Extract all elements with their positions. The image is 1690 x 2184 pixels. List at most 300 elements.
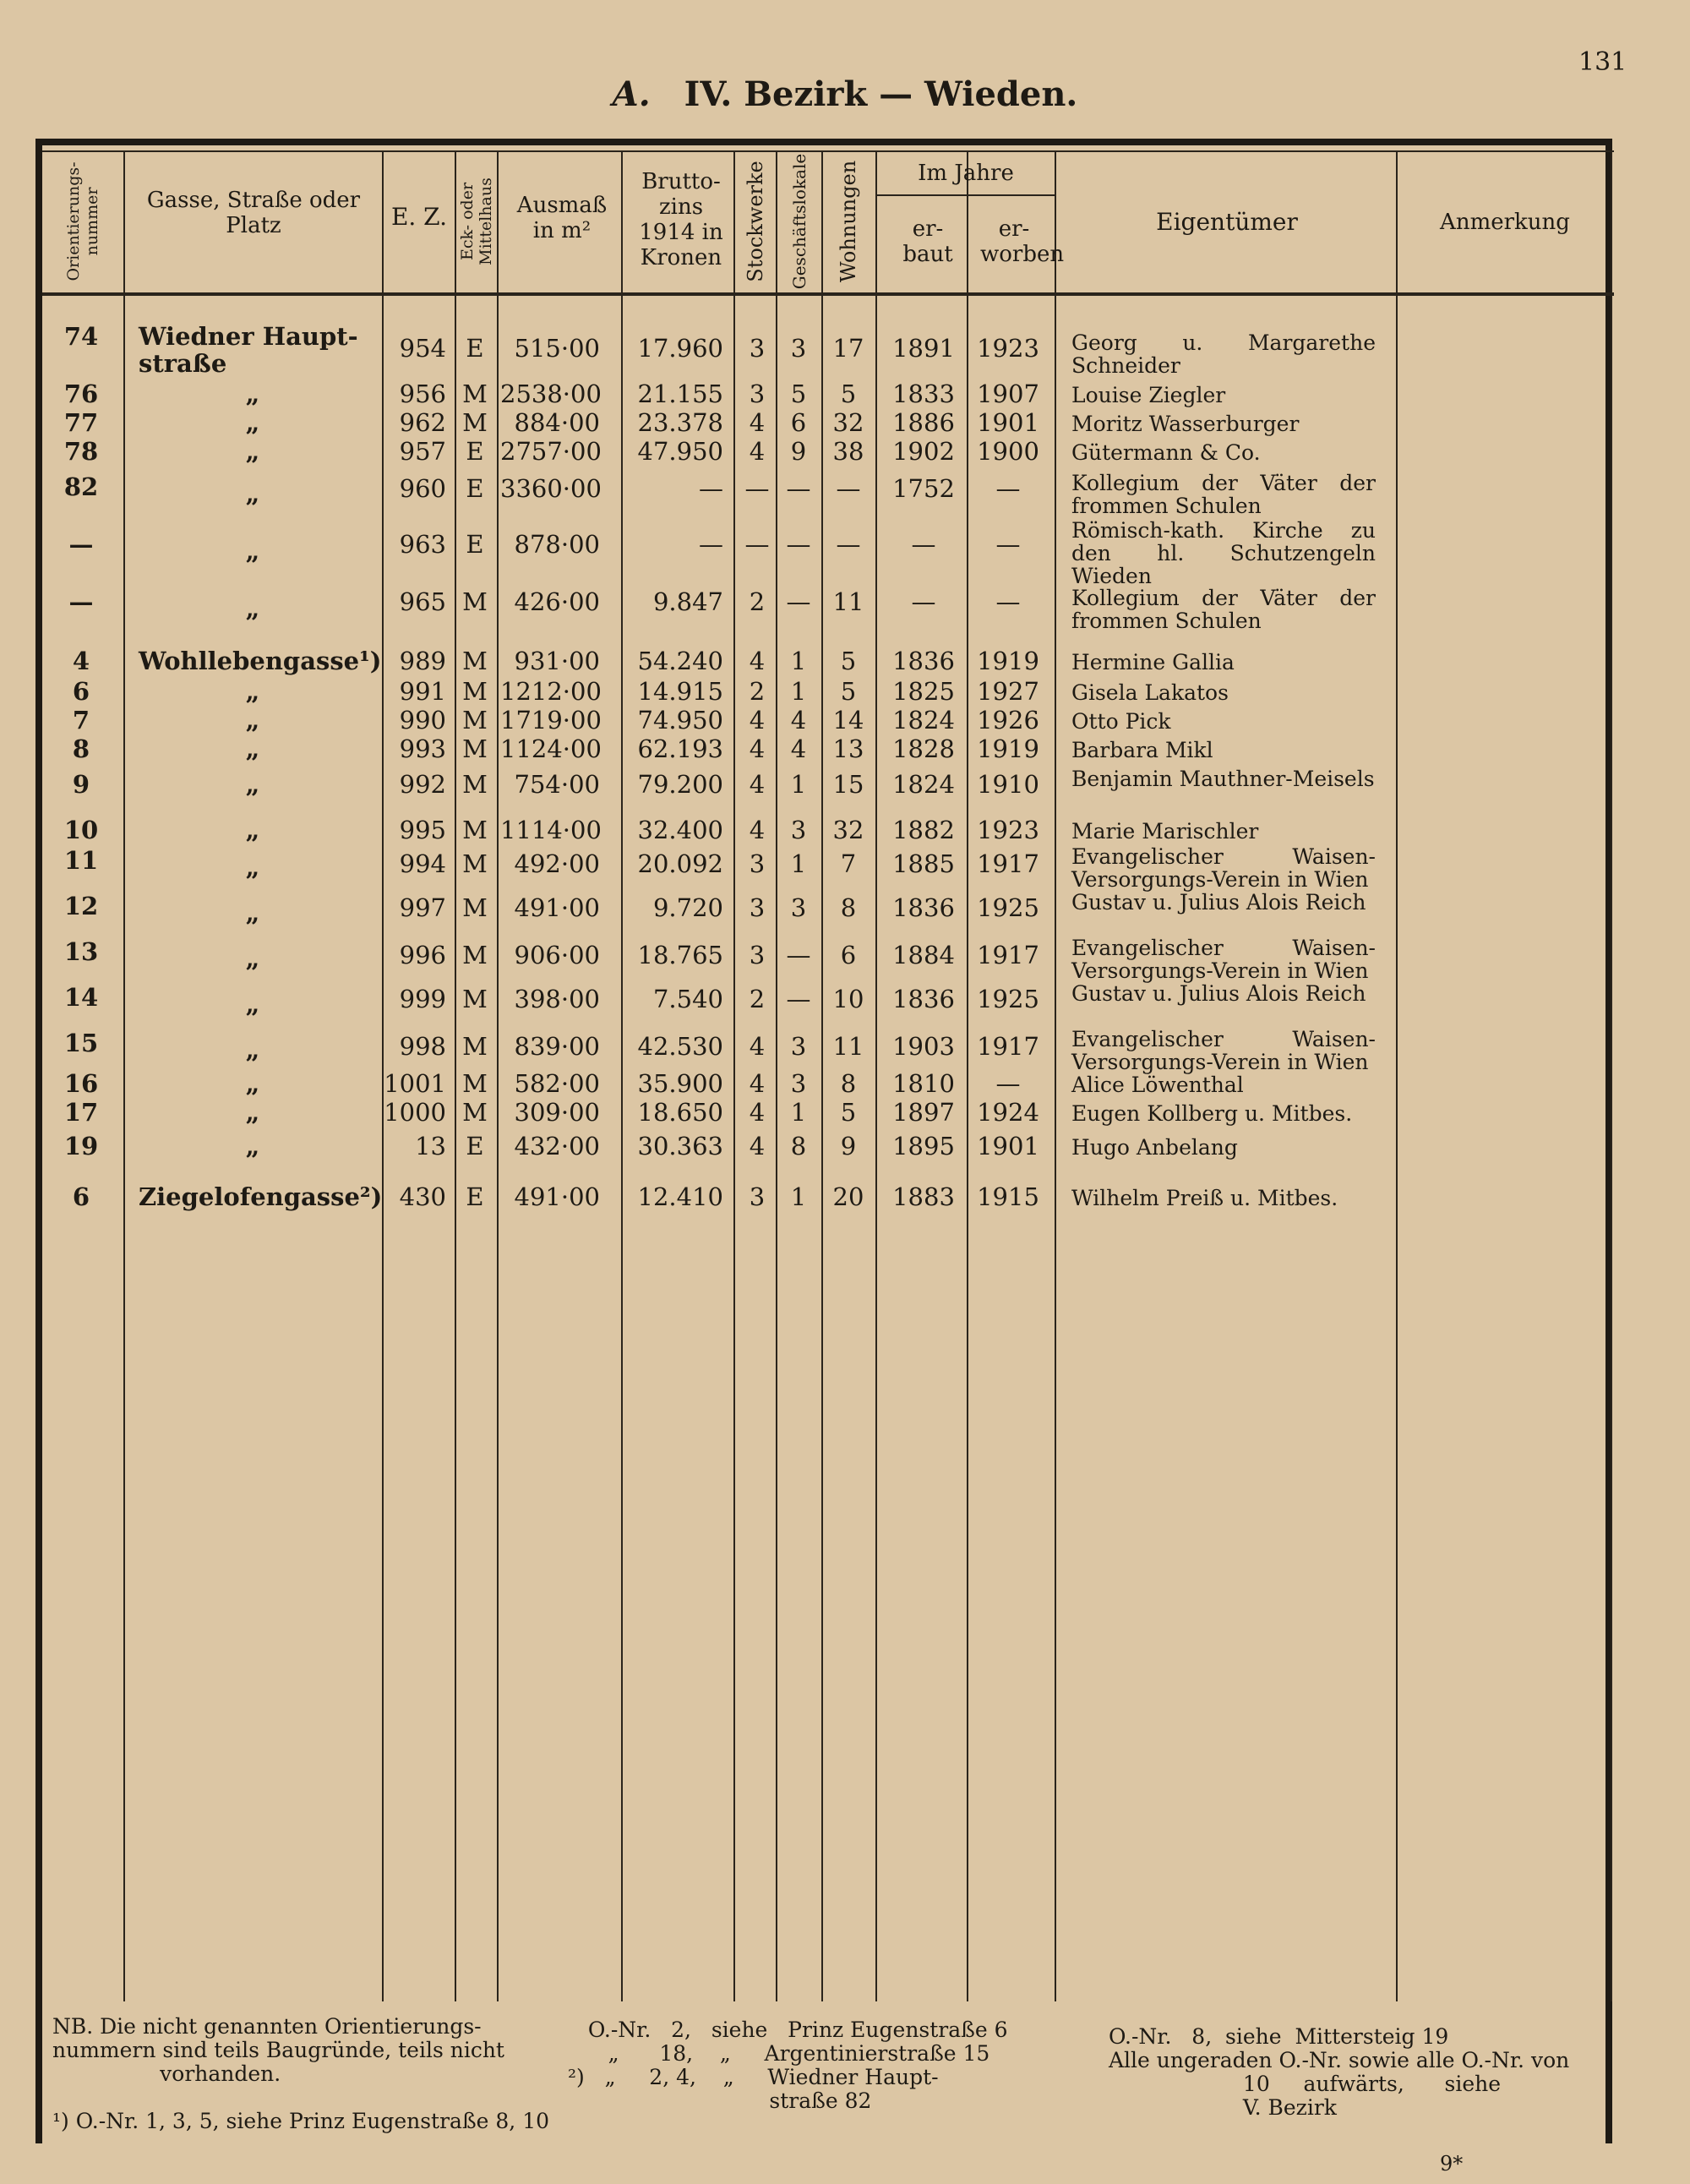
header-eck-mittel: Eck- oder Mittelhaus — [458, 177, 495, 265]
ez: 999 — [399, 985, 446, 1013]
stockwerke: 2 — [749, 587, 766, 616]
eck-mittel: E — [466, 334, 484, 363]
wohnungen: 5 — [840, 647, 857, 675]
geschaeftslokale: 1 — [790, 677, 807, 706]
bruttozins: — — [699, 530, 723, 559]
erworben: 1919 — [977, 734, 1039, 763]
erbaut: 1882 — [892, 816, 955, 844]
eck-mittel: M — [462, 706, 488, 734]
erworben: 1925 — [977, 893, 1039, 922]
eigentuemer: Louise Ziegler — [1071, 383, 1226, 407]
header-orientierungsnummer: Orientierungs-nummer — [64, 161, 101, 281]
erbaut: 1833 — [892, 379, 955, 408]
street-ditto: „ — [245, 944, 260, 973]
street-ditto: „ — [245, 1098, 260, 1127]
eck-mittel: M — [462, 647, 488, 675]
bruttozins: 30.363 — [637, 1132, 723, 1160]
street-ditto: „ — [245, 379, 260, 408]
erworben: 1924 — [977, 1098, 1039, 1127]
eigentuemer: Gütermann & Co. — [1071, 440, 1261, 465]
stockwerke: — — [744, 474, 770, 503]
orientierungsnummer: 78 — [63, 437, 99, 466]
bruttozins: 9.720 — [652, 893, 723, 922]
orientierungsnummer: 15 — [63, 1029, 99, 1057]
ez: 990 — [399, 706, 446, 734]
ausmass: 492·00 — [514, 849, 600, 878]
eigentuemer: Kollegium der Väter der frommen Schulen — [1071, 586, 1376, 633]
erworben: — — [995, 587, 1021, 616]
geschaeftslokale: 9 — [790, 437, 807, 466]
stockwerke: 4 — [749, 1098, 766, 1127]
ausmass: 398·00 — [514, 985, 600, 1013]
geschaeftslokale: 1 — [790, 849, 807, 878]
bruttozins: 9.847 — [652, 587, 723, 616]
header-erworben: er-worben — [980, 216, 1065, 267]
wohnungen: 17 — [832, 334, 864, 363]
street-ditto: „ — [245, 1132, 260, 1160]
eck-mittel: M — [462, 1032, 488, 1061]
geschaeftslokale: 1 — [790, 647, 807, 675]
geschaeftslokale: — — [786, 587, 811, 616]
erbaut: 1902 — [892, 437, 955, 466]
title-text: IV. Bezirk — Wieden. — [684, 74, 1078, 114]
erbaut: 1884 — [892, 941, 955, 969]
col-divider — [733, 150, 735, 2001]
header-ez: E. Z. — [390, 203, 448, 231]
orientierungsnummer: 74 — [63, 322, 99, 351]
eck-mittel: M — [462, 1098, 488, 1127]
orientierungsnummer: 6 — [72, 677, 90, 706]
geschaeftslokale: 3 — [790, 893, 807, 922]
geschaeftslokale: 4 — [790, 734, 807, 763]
erworben: 1925 — [977, 985, 1039, 1013]
col-divider — [123, 150, 125, 2001]
eck-mittel: M — [462, 1069, 488, 1098]
header-top-line — [42, 150, 1614, 152]
stockwerke: 4 — [749, 437, 766, 466]
eigentuemer: Gustav u. Julius Alois Reich — [1071, 890, 1366, 915]
col-divider — [821, 150, 823, 2001]
erbaut: 1886 — [892, 408, 955, 437]
erworben: 1901 — [977, 1132, 1039, 1160]
wohnungen: 11 — [832, 587, 864, 616]
orientierungsnummer: 13 — [63, 937, 99, 966]
eck-mittel: M — [462, 941, 488, 969]
header-anmerkung: Anmerkung — [1440, 210, 1570, 235]
stockwerke: 4 — [749, 706, 766, 734]
wohnungen: 32 — [832, 816, 864, 844]
orientierungsnummer: 9 — [72, 770, 90, 799]
bruttozins: 12.410 — [637, 1182, 723, 1211]
ausmass: 839·00 — [514, 1032, 600, 1061]
eigentuemer: Benjamin Mauthner-Meisels — [1071, 767, 1375, 791]
ez: 1001 — [384, 1069, 446, 1098]
eigentuemer: Gisela Lakatos — [1071, 680, 1229, 705]
bruttozins: 47.950 — [637, 437, 723, 466]
erworben: — — [995, 474, 1021, 503]
erworben: 1923 — [977, 816, 1039, 844]
erbaut: 1891 — [892, 334, 955, 363]
ausmass: 491·00 — [514, 1182, 600, 1211]
orientierungsnummer: 6 — [72, 1182, 90, 1211]
ausmass: 515·00 — [514, 334, 600, 363]
wohnungen: — — [836, 474, 861, 503]
wohnungen: 38 — [832, 437, 864, 466]
geschaeftslokale: 6 — [790, 408, 807, 437]
col-divider — [497, 150, 499, 2001]
wohnungen: 20 — [832, 1182, 864, 1211]
bruttozins: 79.200 — [637, 770, 723, 799]
header-geschaeftslokale: Geschäftslokale — [789, 153, 810, 290]
orientierungsnummer: 17 — [63, 1098, 99, 1127]
eigentuemer: Hermine Gallia — [1071, 650, 1235, 674]
ez: 989 — [399, 647, 446, 675]
eck-mittel: E — [466, 474, 484, 503]
street-ditto: „ — [245, 853, 260, 882]
orientierungsnummer: 76 — [63, 379, 99, 408]
bruttozins: 14.915 — [637, 677, 723, 706]
stockwerke: — — [744, 530, 770, 559]
ausmass: 1212·00 — [500, 677, 602, 706]
eck-mittel: E — [466, 530, 484, 559]
eigentuemer: Evangelischer Waisen-Versorgungs-Verein in Wien — [1071, 1027, 1376, 1074]
ez: 430 — [399, 1182, 446, 1211]
ausmass: 432·00 — [514, 1132, 600, 1160]
stockwerke: 4 — [749, 1032, 766, 1061]
wohnungen: 6 — [840, 941, 857, 969]
stockwerke: 4 — [749, 408, 766, 437]
erworben: 1910 — [977, 770, 1039, 799]
ez: 965 — [399, 587, 446, 616]
bruttozins: 17.960 — [637, 334, 723, 363]
wohnungen: 32 — [832, 408, 864, 437]
ez: 998 — [399, 1032, 446, 1061]
col-divider — [455, 150, 456, 2001]
eck-mittel: E — [466, 437, 484, 466]
orientierungsnummer: 77 — [63, 408, 99, 437]
page-title — [0, 74, 1690, 114]
ausmass: 1124·00 — [500, 734, 602, 763]
erbaut: 1836 — [892, 985, 955, 1013]
geschaeftslokale: 1 — [790, 1098, 807, 1127]
ausmass: 1114·00 — [500, 816, 602, 844]
wohnungen: 7 — [840, 849, 857, 878]
eck-mittel: E — [466, 1182, 484, 1211]
street-ditto: „ — [245, 594, 260, 623]
street-ditto: „ — [245, 770, 260, 799]
header-ausmass: Ausmaß in m² — [516, 193, 608, 243]
ez: 957 — [399, 437, 446, 466]
ausmass: 491·00 — [514, 893, 600, 922]
stockwerke: 3 — [749, 893, 766, 922]
wohnungen: 5 — [840, 1098, 857, 1127]
street-ditto: „ — [245, 479, 260, 508]
ez: 1000 — [384, 1098, 446, 1127]
stockwerke: 3 — [749, 1182, 766, 1211]
col-divider — [1611, 150, 1612, 2001]
ausmass: 754·00 — [514, 770, 600, 799]
erbaut: 1825 — [892, 677, 955, 706]
erworben: 1917 — [977, 941, 1039, 969]
bruttozins: 74.950 — [637, 706, 723, 734]
orientierungsnummer: — — [68, 587, 94, 616]
stockwerke: 4 — [749, 647, 766, 675]
geschaeftslokale: 3 — [790, 816, 807, 844]
geschaeftslokale: — — [786, 530, 811, 559]
erworben: 1917 — [977, 1032, 1039, 1061]
note-middle: O.-Nr. 2, siehe Prinz Eugenstraße 6 „ 18, „ Argentinierstraße 15 ²) „ 2, 4, „ Wiedner Haupt- straße 82 — [568, 2017, 1008, 2113]
ez: 960 — [399, 474, 446, 503]
bruttozins: 18.650 — [637, 1098, 723, 1127]
ausmass: 582·00 — [514, 1069, 600, 1098]
bruttozins: 35.900 — [637, 1069, 723, 1098]
street-ditto: „ — [245, 1069, 260, 1098]
erbaut: 1836 — [892, 893, 955, 922]
eigentuemer: Eugen Kollberg u. Mitbes. — [1071, 1101, 1353, 1126]
eigentuemer: Römisch-kath. Kirche zu den hl. Schutzengeln Wieden — [1071, 518, 1376, 588]
ez: 13 — [415, 1132, 446, 1160]
orientierungsnummer: — — [68, 530, 94, 559]
erworben: 1907 — [977, 379, 1039, 408]
bruttozins: 7.540 — [652, 985, 723, 1013]
erworben: 1919 — [977, 647, 1039, 675]
wohnungen: 5 — [840, 677, 857, 706]
stockwerke: 4 — [749, 1069, 766, 1098]
ez: 956 — [399, 379, 446, 408]
erworben: 1901 — [977, 408, 1039, 437]
eigentuemer: Moritz Wasserburger — [1071, 412, 1300, 436]
geschaeftslokale: 3 — [790, 1069, 807, 1098]
erbaut: — — [911, 530, 936, 559]
street-ditto: „ — [245, 677, 260, 706]
eigentuemer: Evangelischer Waisen-Versorgungs-Verein in Wien — [1071, 844, 1376, 892]
note-right: O.-Nr. 8, siehe Mittersteig 19 Alle ungeraden O.-Nr. sowie alle O.-Nr. von 10 aufwärts, siehe V. Bezirk — [1109, 2024, 1570, 2120]
title-letter: A. — [612, 74, 651, 114]
wohnungen: 9 — [840, 1132, 857, 1160]
stockwerke: 4 — [749, 1132, 766, 1160]
wohnungen: 13 — [832, 734, 864, 763]
ez: 995 — [399, 816, 446, 844]
geschaeftslokale: 8 — [790, 1132, 807, 1160]
eck-mittel: M — [462, 379, 488, 408]
stockwerke: 3 — [749, 379, 766, 408]
bruttozins: 42.530 — [637, 1032, 723, 1061]
bruttozins: 20.092 — [637, 849, 723, 878]
erworben: — — [995, 530, 1021, 559]
street-ditto: „ — [245, 1035, 260, 1064]
orientierungsnummer: 11 — [63, 846, 99, 875]
ez: 996 — [399, 941, 446, 969]
erbaut: 1824 — [892, 770, 955, 799]
orientierungsnummer: 4 — [72, 647, 90, 675]
stockwerke: 4 — [749, 734, 766, 763]
street-name: Ziegelofengasse²) — [139, 1182, 383, 1211]
erworben: 1917 — [977, 849, 1039, 878]
erworben: — — [995, 1069, 1021, 1098]
header-eigentuemer: Eigentümer — [1156, 208, 1298, 236]
note-nb: NB. Die nicht genannten Orientierungs- nummern sind teils Baugründe, teils nicht vorhanden. — [52, 2014, 504, 2086]
erbaut: 1885 — [892, 849, 955, 878]
eigentuemer: Evangelischer Waisen-Versorgungs-Verein in Wien — [1071, 936, 1376, 983]
erworben: 1927 — [977, 677, 1039, 706]
stockwerke: 2 — [749, 677, 766, 706]
street-ditto: „ — [245, 408, 260, 437]
wohnungen: 8 — [840, 893, 857, 922]
ez: 954 — [399, 334, 446, 363]
erbaut: 1810 — [892, 1069, 955, 1098]
geschaeftslokale: 1 — [790, 1182, 807, 1211]
stockwerke: 2 — [749, 985, 766, 1013]
street-ditto: „ — [245, 706, 260, 734]
header-stockwerke: Stockwerke — [744, 161, 767, 282]
ez: 962 — [399, 408, 446, 437]
orientierungsnummer: 16 — [63, 1069, 99, 1098]
orientierungsnummer: 8 — [72, 734, 90, 763]
wohnungen: 11 — [832, 1032, 864, 1061]
header-im-jahre: Im Jahre — [918, 161, 1014, 186]
eck-mittel: M — [462, 677, 488, 706]
erworben: 1900 — [977, 437, 1039, 466]
stockwerke: 4 — [749, 816, 766, 844]
ez: 997 — [399, 893, 446, 922]
street-ditto: „ — [245, 898, 260, 927]
geschaeftslokale: 4 — [790, 706, 807, 734]
eigentuemer: Barbara Mikl — [1071, 738, 1213, 762]
eigentuemer: Marie Marischler — [1071, 819, 1259, 844]
eigentuemer: Alice Löwenthal — [1071, 1073, 1244, 1097]
ez: 993 — [399, 734, 446, 763]
orientierungsnummer: 7 — [72, 706, 90, 734]
wohnungen: 14 — [832, 706, 864, 734]
wohnungen: 10 — [832, 985, 864, 1013]
geschaeftslokale: — — [786, 474, 811, 503]
bruttozins: 21.155 — [637, 379, 723, 408]
header-bruttozins: Brutto-zins 1914 in Kronen — [639, 169, 723, 270]
ausmass: 1719·00 — [500, 706, 602, 734]
col-divider — [1055, 150, 1056, 2001]
erbaut: 1895 — [892, 1132, 955, 1160]
ausmass: 3360·00 — [500, 474, 602, 503]
wohnungen: 8 — [840, 1069, 857, 1098]
eigentuemer: Gustav u. Julius Alois Reich — [1071, 981, 1366, 1006]
eck-mittel: M — [462, 587, 488, 616]
ausmass: 878·00 — [514, 530, 600, 559]
erbaut: 1828 — [892, 734, 955, 763]
bruttozins: 62.193 — [637, 734, 723, 763]
eck-mittel: M — [462, 893, 488, 922]
eck-mittel: M — [462, 849, 488, 878]
bruttozins: 23.378 — [637, 408, 723, 437]
orientierungsnummer: 12 — [63, 892, 99, 920]
bruttozins: 18.765 — [637, 941, 723, 969]
col-divider — [875, 150, 877, 2001]
erbaut: 1903 — [892, 1032, 955, 1061]
stockwerke: 4 — [749, 770, 766, 799]
eck-mittel: M — [462, 408, 488, 437]
orientierungsnummer: 19 — [63, 1132, 99, 1160]
street-ditto: „ — [245, 537, 260, 565]
street-name: Wohllebengasse¹) — [139, 647, 382, 675]
ez: 963 — [399, 530, 446, 559]
eigentuemer: Otto Pick — [1071, 709, 1171, 734]
orientierungsnummer: 14 — [63, 983, 99, 1012]
orientierungsnummer: 82 — [63, 472, 99, 501]
header-wohnungen: Wohnungen — [837, 160, 860, 283]
eck-mittel: M — [462, 985, 488, 1013]
col-divider — [1396, 150, 1398, 2001]
eigentuemer: Hugo Anbelang — [1071, 1135, 1238, 1160]
erworben: 1923 — [977, 334, 1039, 363]
geschaeftslokale: 3 — [790, 334, 807, 363]
geschaeftslokale: — — [786, 985, 811, 1013]
page-number: 131 — [1578, 47, 1627, 77]
signature-mark: 9* — [1440, 2152, 1464, 2176]
wohnungen: — — [836, 530, 861, 559]
stockwerke: 3 — [749, 941, 766, 969]
erbaut: — — [911, 587, 936, 616]
stockwerke: 3 — [749, 849, 766, 878]
street-name: Wiedner Haupt-straße — [139, 322, 358, 378]
street-ditto: „ — [245, 437, 260, 466]
stockwerke: 3 — [749, 334, 766, 363]
erbaut: 1897 — [892, 1098, 955, 1127]
erbaut: 1752 — [892, 474, 955, 503]
eck-mittel: M — [462, 816, 488, 844]
ausmass: 906·00 — [514, 941, 600, 969]
bruttozins: — — [699, 474, 723, 503]
geschaeftslokale: 5 — [790, 379, 807, 408]
ausmass: 2757·00 — [500, 437, 602, 466]
footnote-1: ¹) O.-Nr. 1, 3, 5, siehe Prinz Eugenstraße 8, 10 — [52, 2109, 550, 2133]
ausmass: 2538·00 — [500, 379, 602, 408]
col-divider — [621, 150, 623, 2001]
ausmass: 931·00 — [514, 647, 600, 675]
bruttozins: 54.240 — [637, 647, 723, 675]
geschaeftslokale: — — [786, 941, 811, 969]
street-ditto: „ — [245, 990, 260, 1018]
geschaeftslokale: 1 — [790, 770, 807, 799]
eck-mittel: M — [462, 734, 488, 763]
erbaut: 1836 — [892, 647, 955, 675]
ausmass: 884·00 — [514, 408, 600, 437]
street-ditto: „ — [245, 816, 260, 844]
ez: 994 — [399, 849, 446, 878]
header-gasse: Gasse, Straße oder Platz — [146, 188, 361, 238]
ausmass: 426·00 — [514, 587, 600, 616]
ez: 992 — [399, 770, 446, 799]
eck-mittel: E — [466, 1132, 484, 1160]
ausmass: 309·00 — [514, 1098, 600, 1127]
erbaut: 1883 — [892, 1182, 955, 1211]
eigentuemer: Wilhelm Preiß u. Mitbes. — [1071, 1186, 1338, 1210]
orientierungsnummer: 10 — [63, 816, 99, 844]
erbaut: 1824 — [892, 706, 955, 734]
eigentuemer: Kollegium der Väter der frommen Schulen — [1071, 471, 1376, 518]
header-erbaut: er-baut — [902, 216, 953, 267]
erworben: 1915 — [977, 1182, 1039, 1211]
bruttozins: 32.400 — [637, 816, 723, 844]
street-ditto: „ — [245, 734, 260, 763]
header-bottom-line — [42, 292, 1614, 296]
eigentuemer: Georg u. Margarethe Schneider — [1071, 330, 1376, 378]
geschaeftslokale: 3 — [790, 1032, 807, 1061]
wohnungen: 15 — [832, 770, 864, 799]
eck-mittel: M — [462, 770, 488, 799]
ez: 991 — [399, 677, 446, 706]
erworben: 1926 — [977, 706, 1039, 734]
wohnungen: 5 — [840, 379, 857, 408]
im-jahre-divider — [875, 194, 1055, 196]
